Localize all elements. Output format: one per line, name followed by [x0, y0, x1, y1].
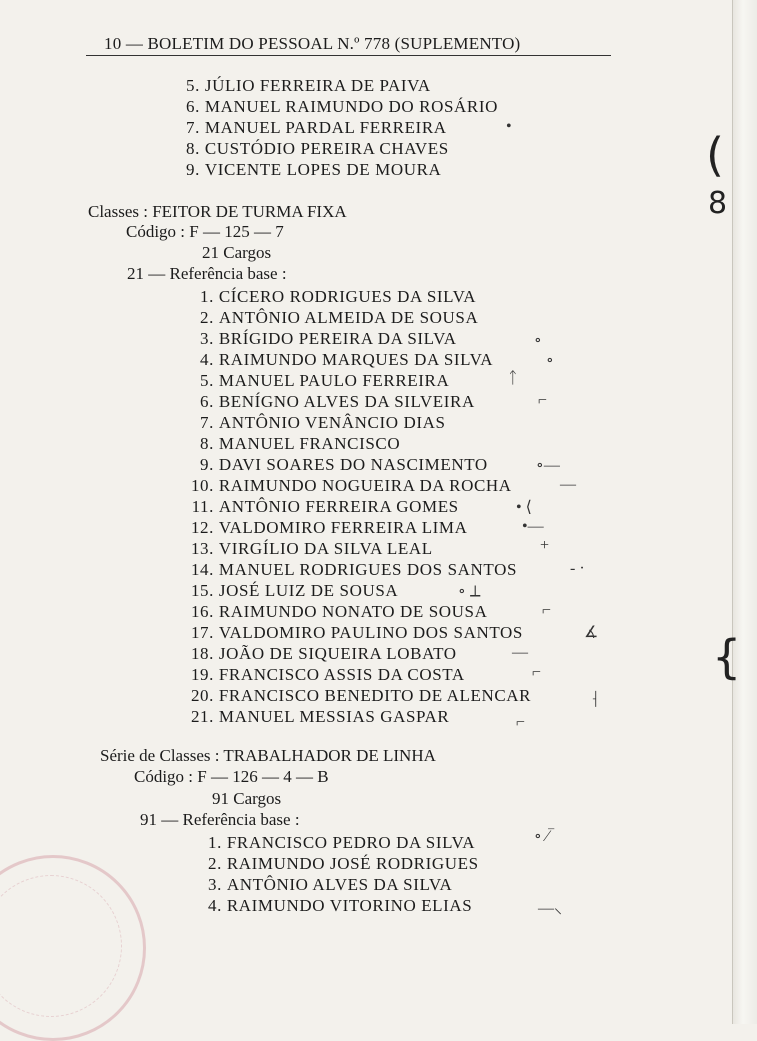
list-item: 16. RAIMUNDO NONATO DE SOUSA — [190, 602, 488, 621]
list-item: 9. DAVI SOARES DO NASCIMENTO — [200, 455, 488, 474]
list-item: 3. ANTÔNIO ALVES DA SILVA — [208, 875, 453, 894]
section-cargos: 91 Cargos — [212, 789, 282, 808]
section-codigo: Código : F — 125 — 7 — [126, 222, 284, 241]
list-item: 3. BRÍGIDO PEREIRA DA SILVA — [200, 329, 457, 348]
check-mark: + — [540, 537, 550, 554]
check-mark: •— — [522, 518, 544, 535]
check-mark: • — [506, 118, 512, 135]
check-mark: — — [560, 476, 576, 493]
section-referencia: 91 — Referência base : — [140, 810, 300, 829]
section-classes: Série de Classes : TRABALHADOR DE LINHA — [100, 746, 436, 765]
header-divider — [86, 55, 611, 56]
list-item: 7. MANUEL PARDAL FERREIRA — [186, 118, 447, 137]
check-mark: ⸡ — [590, 690, 599, 707]
check-mark: —⸜ — [538, 900, 563, 917]
list-item: 13. VIRGÍLIO DA SILVA LEAL — [190, 539, 433, 558]
check-mark: ∘ — [546, 352, 554, 369]
list-item: 6. BENÍGNO ALVES DA SILVEIRA — [200, 392, 475, 411]
check-mark: • ⟨ — [516, 499, 532, 516]
facing-page-edge — [732, 0, 757, 1024]
list-item: 4. RAIMUNDO VITORINO ELIAS — [208, 896, 473, 915]
section-cargos: 21 Cargos — [202, 243, 272, 262]
list-item: 21. MANUEL MESSIAS GASPAR — [190, 707, 450, 726]
list-item: 5. JÚLIO FERREIRA DE PAIVA — [186, 76, 431, 95]
list-item: 6. MANUEL RAIMUNDO DO ROSÁRIO — [186, 97, 498, 116]
edge-fragment: 8 — [708, 186, 728, 221]
list-item: 14. MANUEL RODRIGUES DOS SANTOS — [190, 560, 518, 579]
list-item: 17. VALDOMIRO PAULINO DOS SANTOS — [190, 623, 523, 642]
check-mark: ∘— — [536, 457, 560, 474]
check-mark: ∘ ⟂ — [458, 583, 481, 600]
check-mark: ⌐ — [542, 602, 552, 619]
page-header: 10 — BOLETIM DO PESSOAL N.º 778 (SUPLEMENTO) — [104, 34, 521, 53]
list-item: 4. RAIMUNDO MARQUES DA SILVA — [200, 350, 494, 369]
list-item: 8. CUSTÓDIO PEREIRA CHAVES — [186, 139, 449, 158]
list-item: 2. ANTÔNIO ALMEIDA DE SOUSA — [200, 308, 479, 327]
check-mark: ∡ — [584, 624, 599, 641]
section-classes: Classes : FEITOR DE TURMA FIXA — [88, 202, 347, 221]
list-item: 15. JOSÉ LUIZ DE SOUSA — [190, 581, 399, 600]
list-item: 20. FRANCISCO BENEDITO DE ALENCAR — [190, 686, 532, 705]
check-mark: — — [512, 644, 528, 661]
list-item: 1. FRANCISCO PEDRO DA SILVA — [208, 833, 476, 852]
edge-fragment: ( — [706, 128, 724, 182]
check-mark: ᛏ — [508, 370, 518, 387]
check-mark: ⌐ — [538, 392, 548, 409]
list-item: 18. JOÃO DE SIQUEIRA LOBATO — [190, 644, 457, 663]
list-item: 11. ANTÔNIO FERREIRA GOMES — [191, 497, 459, 516]
list-item: 10. RAIMUNDO NOGUEIRA DA ROCHA — [190, 476, 512, 495]
list-item: 8. MANUEL FRANCISCO — [200, 434, 401, 453]
list-item: 12. VALDOMIRO FERREIRA LIMA — [190, 518, 468, 537]
list-item: 5. MANUEL PAULO FERREIRA — [200, 371, 450, 390]
list-item: 9. VICENTE LOPES DE MOURA — [186, 160, 442, 179]
list-item: 7. ANTÔNIO VENÂNCIO DIAS — [200, 413, 446, 432]
edge-fragment: { — [712, 630, 742, 684]
check-mark: ⌐ — [532, 664, 542, 681]
check-mark: - · — [570, 560, 585, 577]
check-mark: ∘ — [534, 332, 542, 349]
check-mark: ⌐ — [516, 714, 526, 731]
list-item: 2. RAIMUNDO JOSÉ RODRIGUES — [208, 854, 479, 873]
section-codigo: Código : F — 126 — 4 — B — [134, 767, 329, 786]
check-mark: ∘ ⁄‾ — [534, 828, 554, 845]
list-item: 19. FRANCISCO ASSIS DA COSTA — [190, 665, 465, 684]
section-referencia: 21 — Referência base : — [127, 264, 287, 283]
list-item: 1. CÍCERO RODRIGUES DA SILVA — [200, 287, 477, 306]
